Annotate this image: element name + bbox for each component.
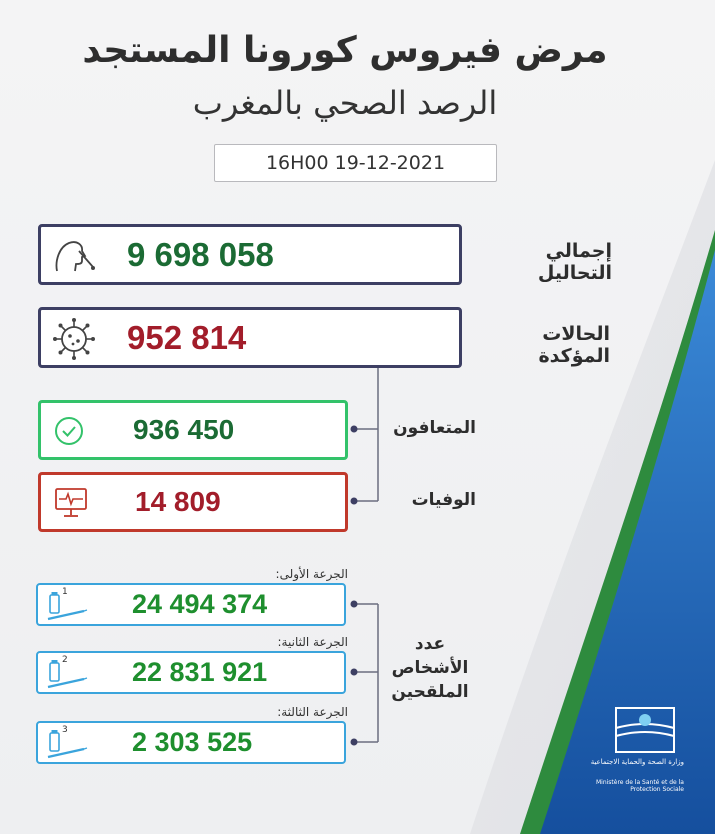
deaths-label: الوفيات — [411, 490, 476, 510]
deaths-value: 14 809 — [135, 486, 221, 517]
vaccinated-group-label-1: عدد — [414, 634, 446, 654]
dose-3-label: الجرعة الثالثة: — [277, 705, 348, 719]
dose-2-value: 22 831 921 — [132, 657, 268, 687]
ministry-logo — [614, 706, 676, 754]
dose-2-number: 2 — [62, 655, 68, 665]
vaccinated-group-label-3: الملقحين — [391, 682, 469, 702]
ministry-name-ar: وزارة الصحة والحماية الاجتماعية — [590, 758, 684, 766]
dose-1-label: الجرعة الأولى: — [275, 567, 348, 581]
confirmed-label: الحالات المؤكدة — [538, 323, 610, 367]
dose-1-card — [36, 583, 346, 626]
dose-2-card — [36, 651, 346, 694]
recovered-card — [38, 400, 348, 460]
dose-1-value: 24 494 374 — [132, 589, 268, 619]
virus-icon — [51, 316, 97, 362]
vaccinated-group-label-2: الأشخاص — [391, 658, 469, 678]
dose-3-card — [36, 721, 346, 764]
page-subtitle: الرصد الصحي بالمغرب — [192, 84, 498, 122]
confirmed-value: 952 814 — [127, 318, 247, 356]
recovered-label: المتعافون — [393, 418, 476, 438]
dose-3-number: 3 — [62, 725, 68, 735]
vaccination-bracket — [346, 596, 386, 746]
tests-label: إجمالي التحاليل — [537, 240, 612, 284]
recovered-value: 936 450 — [133, 414, 235, 445]
confirmed-card — [38, 307, 462, 368]
tests-value: 9 698 058 — [127, 235, 274, 273]
page-title: مرض فيروس كورونا المستجد — [82, 30, 608, 71]
deaths-card — [38, 472, 348, 532]
confirmed-bracket — [348, 366, 388, 508]
dose-2-label: الجرعة الثانية: — [277, 635, 348, 649]
dose-1-number: 1 — [62, 587, 68, 597]
date-badge: 16H00 19-12-2021 — [214, 144, 497, 182]
nasal-swab-icon — [49, 233, 97, 277]
ministry-name-fr: Ministère de la Santé et de la Protection Sociale — [595, 779, 684, 793]
check-circle-icon — [53, 415, 85, 447]
monitor-heartbeat-icon — [53, 485, 89, 521]
dose-3-value: 2 303 525 — [132, 727, 253, 757]
tests-card — [38, 224, 462, 285]
